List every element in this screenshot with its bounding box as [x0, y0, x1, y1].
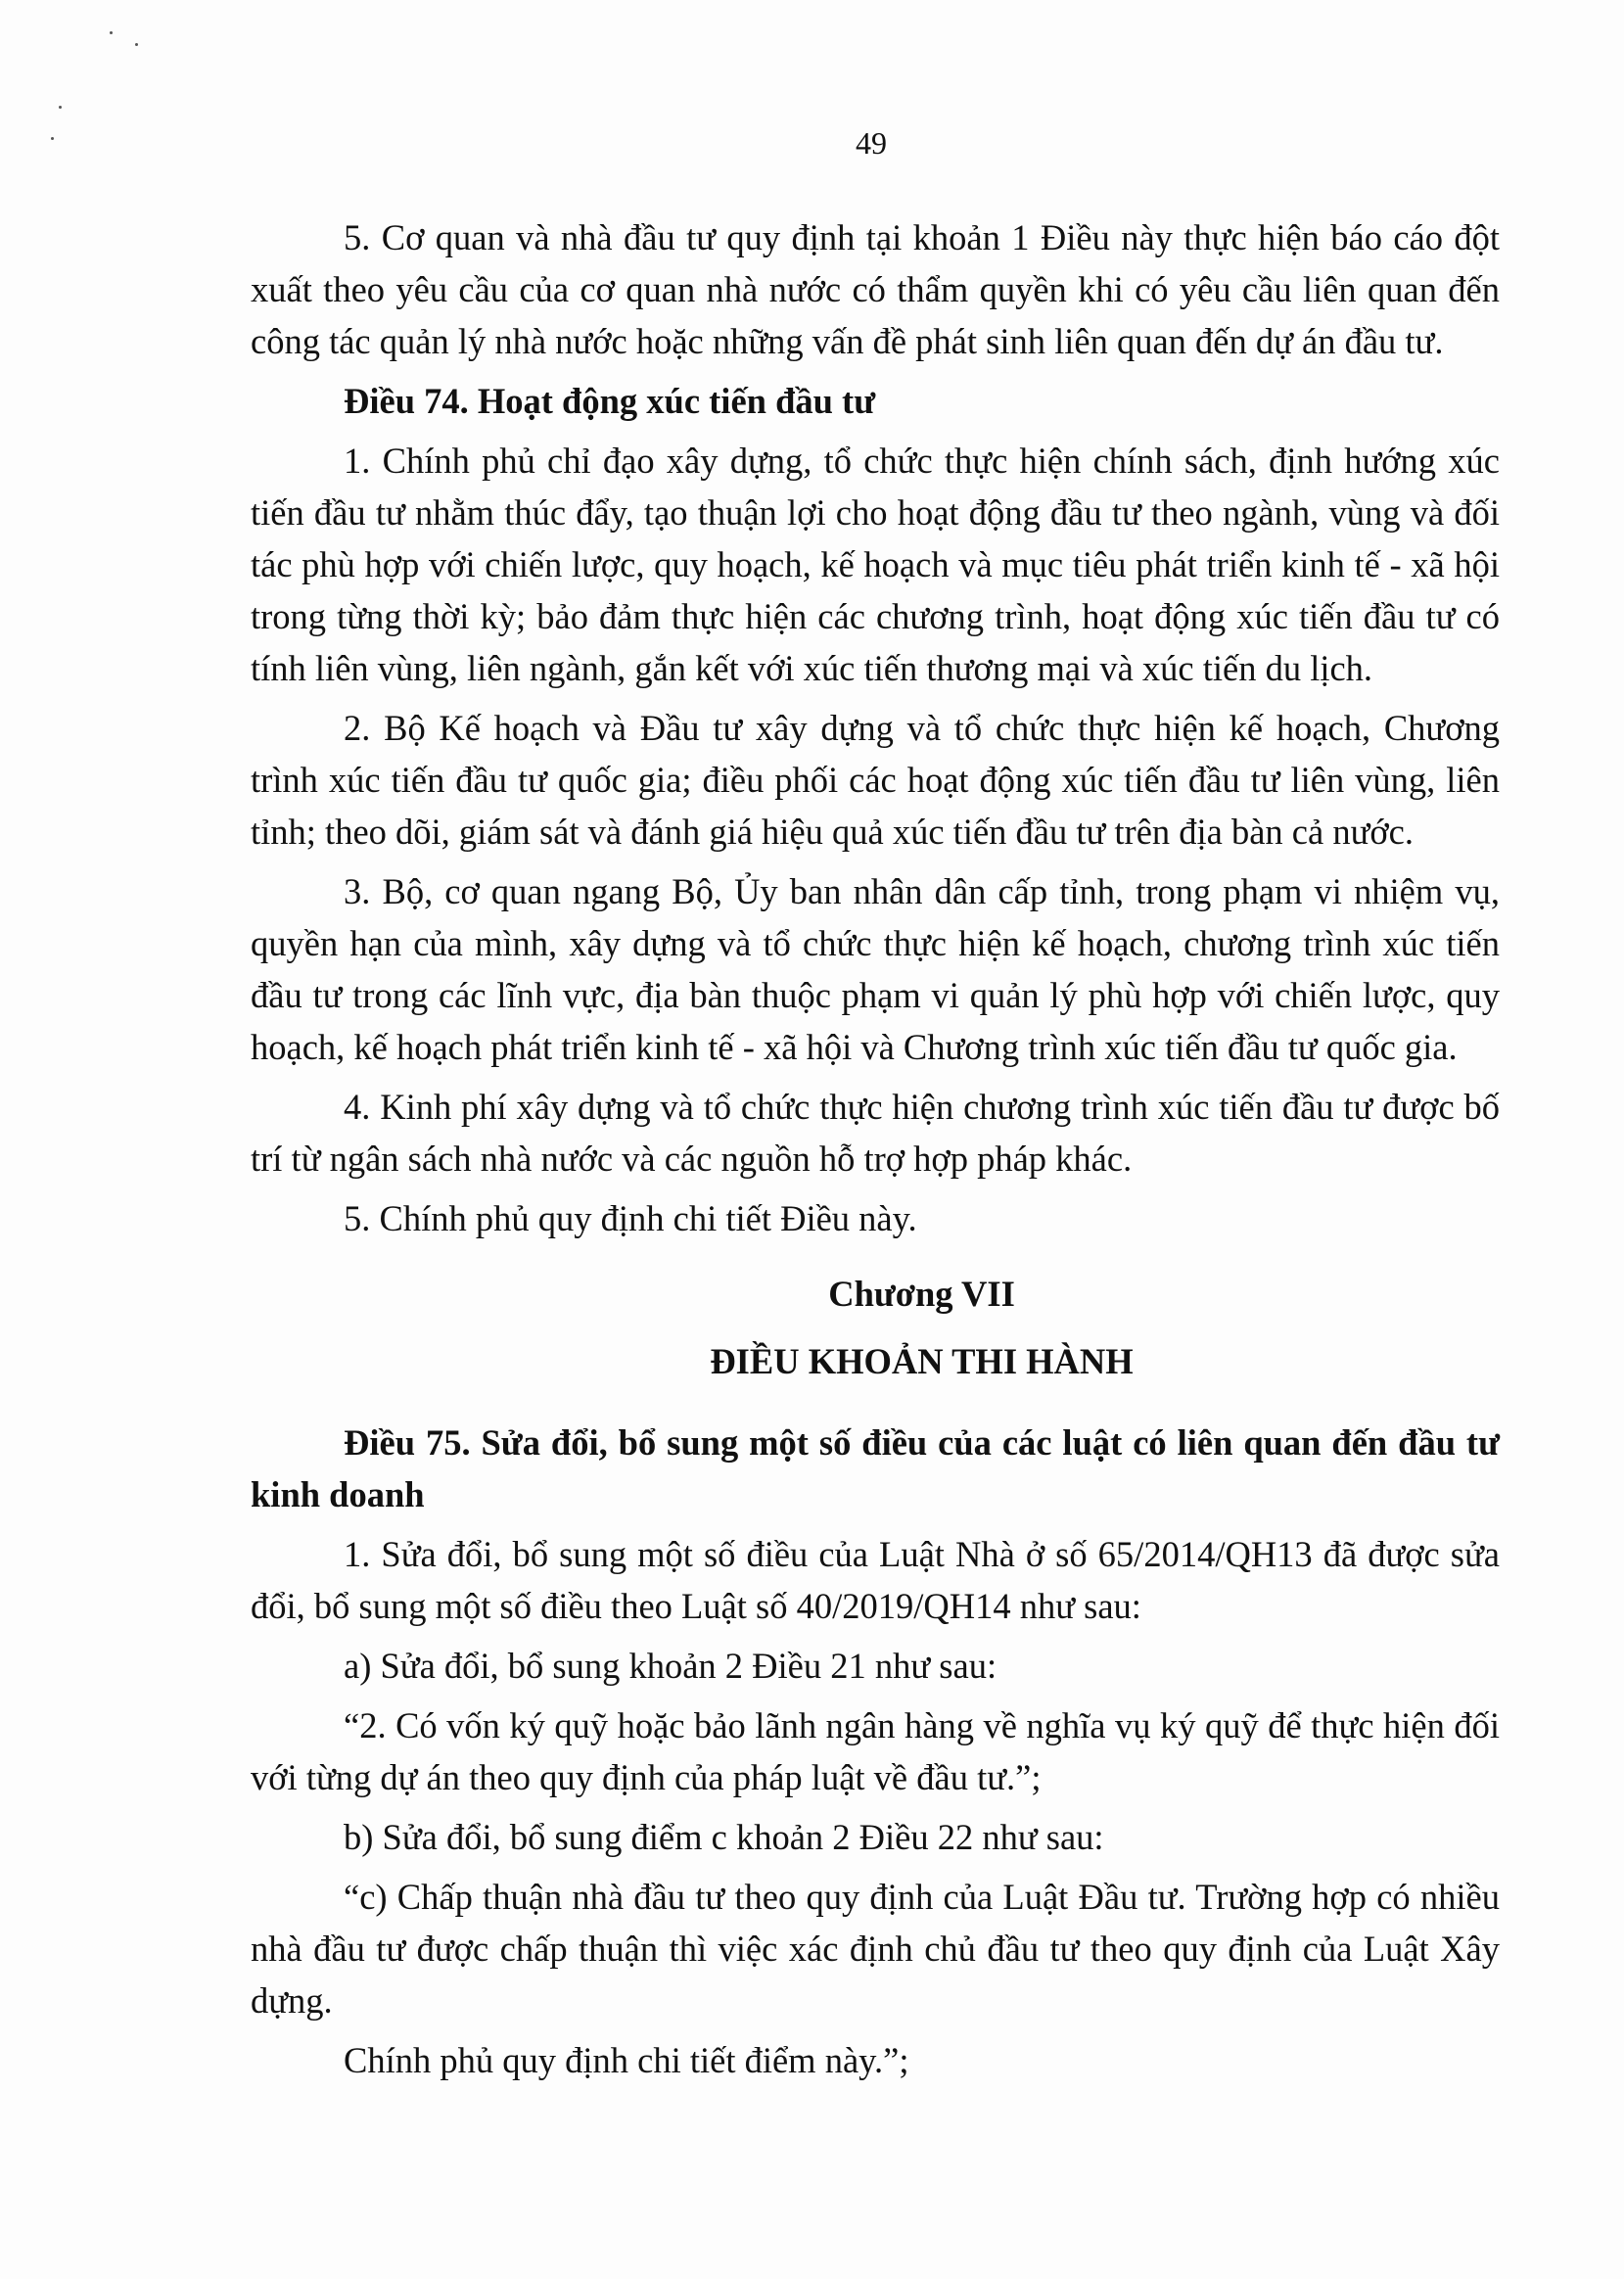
- page-number: 49: [856, 125, 887, 161]
- article-75-body: [251, 1528, 1500, 2086]
- paragraph: 5. Cơ quan và nhà đầu tư quy định tại khoản 1 Điều này thực hiện báo cáo đột xuất theo yêu cầu của cơ quan nhà nước có thẩm quyền khi có yêu cầu liên quan đến công tác quản lý nhà nước hoặc những vấn đề phát sinh liên quan đến dự án đầu tư.: [251, 217, 1500, 361]
- paragraph: 5. Chính phủ quy định chi tiết Điều này.: [344, 1198, 917, 1238]
- paragraph: 2. Bộ Kế hoạch và Đầu tư xây dựng và tổ chức thực hiện kế hoạch, Chương trình xúc tiến đầu tư quốc gia; điều phối các hoạt động xúc tiến đầu tư liên vùng, liên tỉnh; theo dõi, giám sát và đánh giá hiệu quả xúc tiến đầu tư trên địa bàn cả nước.: [251, 708, 1500, 852]
- paragraph: 1. Sửa đổi, bổ sung một số điều của Luật Nhà ở số 65/2014/QH13 đã được sửa đổi, bổ sung một số điều theo Luật số 40/2019/QH14 như sau:: [251, 1534, 1500, 1626]
- quoted-paragraph: Chính phủ quy định chi tiết điểm này.”;: [344, 2040, 909, 2080]
- document-body: [251, 211, 1500, 2086]
- scan-speck: [135, 43, 138, 46]
- chapter-title: ĐIỀU KHOẢN THI HÀNH: [710, 1341, 1134, 1381]
- paragraph: 4. Kinh phí xây dựng và tổ chức thực hiện chương trình xúc tiến đầu tư được bố trí từ ngân sách nhà nước và các nguồn hỗ trợ hợp pháp khác.: [251, 1087, 1500, 1179]
- article-74-body: [251, 435, 1500, 1244]
- article-75-heading: Điều 75. Sửa đổi, bổ sung một số điều của các luật có liên quan đến đầu tư kinh doanh: [251, 1422, 1500, 1514]
- paragraph: 3. Bộ, cơ quan ngang Bộ, Ủy ban nhân dân cấp tỉnh, trong phạm vi nhiệm vụ, quyền hạn của mình, xây dựng và tổ chức thực hiện kế hoạch, chương trình xúc tiến đầu tư trong các lĩnh vực, địa bàn thuộc phạm vi quản lý phù hợp với chiến lược, quy hoạch, kế hoạch phát triển kinh tế - xã hội và Chương trình xúc tiến đầu tư quốc gia.: [251, 871, 1500, 1067]
- scan-speck: [59, 106, 62, 109]
- paragraph: a) Sửa đổi, bổ sung khoản 2 Điều 21 như sau:: [344, 1646, 998, 1686]
- paragraph: 1. Chính phủ chỉ đạo xây dựng, tổ chức thực hiện chính sách, định hướng xúc tiến đầu tư nhằm thúc đẩy, tạo thuận lợi cho hoạt động đầu tư theo ngành, vùng và đối tác phù hợp với chiến lược, quy hoạch, kế hoạch và mục tiêu phát triển kinh tế - xã hội trong từng thời kỳ; bảo đảm thực hiện các chương trình, hoạt động xúc tiến đầu tư có tính liên vùng, liên ngành, gắn kết với xúc tiến thương mại và xúc tiến du lịch.: [251, 441, 1500, 688]
- scan-speck: [110, 31, 113, 34]
- chapter-number: Chương VII: [828, 1274, 1015, 1314]
- quoted-paragraph: “2. Có vốn ký quỹ hoặc bảo lãnh ngân hàng về nghĩa vụ ký quỹ để thực hiện đối với từng dự án theo quy định của pháp luật về đầu tư.”;: [251, 1705, 1500, 1797]
- article-74-heading: Điều 74. Hoạt động xúc tiến đầu tư: [344, 381, 876, 421]
- paragraph: b) Sửa đổi, bổ sung điểm c khoản 2 Điều 22 như sau:: [344, 1817, 1104, 1857]
- quoted-paragraph: “c) Chấp thuận nhà đầu tư theo quy định của Luật Đầu tư. Trường hợp có nhiều nhà đầu tư được chấp thuận thì việc xác định chủ đầu tư theo quy định của Luật Xây dựng.: [251, 1877, 1500, 2021]
